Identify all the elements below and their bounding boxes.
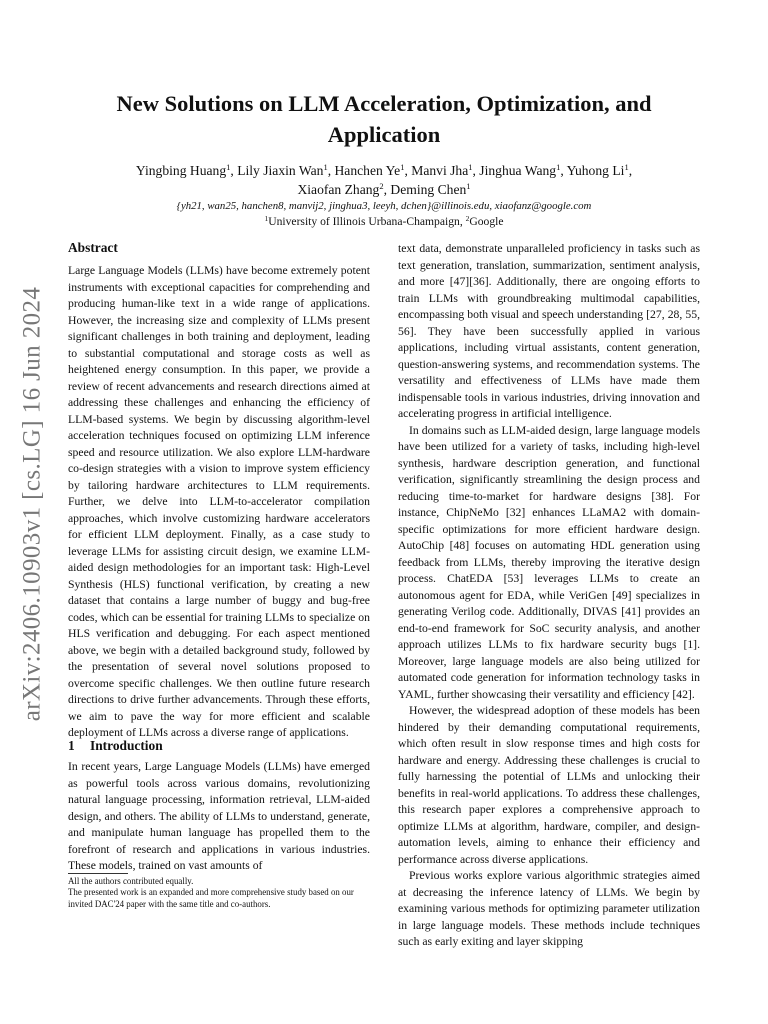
abstract-text: Large Language Models (LLMs) have become extremely potent instruments with exceptional capacities for comprehending and producing human-like text in a wide range of applications. However, the increasing size and complexity of LLMs present significant challenges in both training and deployment, leading to substantial computational and storage costs as well as heightened energy consumption. In this paper, we provide a review of recent advancements and research directions aimed at addressing these challenges and enhancing the efficiency of LLM-based systems. We begin by discussing algorithm-level acceleration techniques focused on optimizing LLM inference speed and resource utilization. We also explore LLM-hardware co-design strategies with a vision to improve system efficiency by tailoring hardware architectures to LLM requirements. Further, we delve into LLM-to-accelerator compilation approaches, which involve customizing hardware accelerators for efficient LLM deployment. Finally, as a case study to leverage LLMs for assisting circuit design, we examine LLM-aided design methodologies for an important task: High-Level Synthesis (HLS) functional verification, by creating a new dataset that contains a large number of buggy and bug-free codes, which can be essential for training LLMs to specialize on HLS verification and debugging. For each aspect mentioned above, we begin with a detailed background study, followed by the presentation of several novel solutions proposed to overcome specific challenges. We then outline future research directions to drive further advancements. Through these efforts, we aim to pave the way for more efficient and scalable deployment of LLMs across a diverse range of applications.	[68, 264, 370, 739]
abstract-heading: Abstract	[68, 240, 118, 255]
body-paragraph: Previous works explore various algorithmic strategies aimed at decreasing the inference latency of LLMs. We begin by examining various methods for optimizing parameter utilization in large language models. These methods include techniques such as early exiting and layer skipping	[398, 869, 700, 948]
affil-mark: 2	[465, 214, 470, 223]
body-paragraph: text data, demonstrate unparalleled proficiency in tasks such as text generation, translation, summarization, sentiment analysis, and more [47][36]. Additionally, there are ongoing efforts to train LLMs with groundbreaking multimodal capabilities, encompassing both visual and speech understanding [27, 28, 55, 56]. They have been successfully applied in various applications, including virtual assistants, content generation, question-answering systems, and recommendation systems. The versatility and effectiveness of LLMs have made them indispensable tools in various industries, driving innovation and accelerating progress in artificial intelligence.	[398, 242, 700, 420]
footnote-rule	[68, 873, 128, 874]
author-affil-mark: 2	[379, 181, 384, 191]
author-name: Deming Chen	[390, 182, 467, 197]
author-affil-mark: 1	[323, 162, 328, 172]
author-name: Hanchen Ye	[334, 163, 401, 178]
author-name: Yuhong Li	[566, 163, 625, 178]
affiliations	[80, 214, 688, 229]
arxiv-stamp: arXiv:2406.10903v1 [cs.LG] 16 Jun 2024	[18, 286, 46, 722]
section-title: Introduction	[90, 738, 163, 753]
author-list: Yingbing Huang$^1$, Lily Jiaxin Wan$^1$, Hanchen Ye$^1$, Manvi Jha$^1$, Jinghua Wang$^1$, Yuhong Li$^1$, Xiaofan Zhang$^2$, Deming Chen$^1$	[135, 162, 633, 197]
author-affil-mark: 1	[226, 162, 231, 172]
author-affil-mark: 1	[624, 162, 629, 172]
author-name: Manvi Jha	[411, 163, 469, 178]
footnote: All the authors contributed equally.	[68, 876, 194, 886]
author-name: Yingbing Huang	[135, 163, 227, 178]
affiliation-1: University of Illinois Urbana-Champaign,	[268, 215, 466, 228]
author-name: Lily Jiaxin Wan	[237, 163, 324, 178]
author-name: Xiaofan Zhang	[297, 182, 380, 197]
author-affil-mark: 1	[400, 162, 405, 172]
footnotes	[68, 876, 370, 910]
body-paragraph: In recent years, Large Language Models (LLMs) have emerged as powerful tools across various domains, revolutionizing natural language processing, information retrieval, LLM-aided design, and others. The ability of LLMs to understand, generate, and manipulate human language has propelled them to the forefront of research and applications in various industries. These models, trained on vast amounts of	[68, 760, 370, 872]
affil-mark: 1	[264, 214, 269, 223]
arxiv-stamp-container	[12, 274, 52, 734]
author-affil-mark: 1	[556, 162, 561, 172]
author-affil-mark: 1	[466, 181, 471, 191]
footnote: The presented work is an expanded and more comprehensive study based on our invited DAC'24 paper with the same title and co-authors.	[68, 887, 354, 909]
section-heading	[68, 737, 370, 755]
affiliation-2: Google	[469, 215, 504, 228]
section-number: 1	[68, 738, 75, 753]
author-affil-mark: 1	[468, 162, 473, 172]
author-emails: {yh21, wan25, hanchen8, manvij2, jinghua3, leeyh, dchen}@illinois.edu, xiaofanz@google.com	[176, 200, 592, 212]
paper-title: New Solutions on LLM Acceleration, Optimization, and Application	[116, 91, 652, 147]
right-column	[398, 241, 700, 951]
abstract-block	[68, 239, 370, 742]
body-paragraph: In domains such as LLM-aided design, large language models have been utilized for a variety of tasks, including high-level synthesis, hardware description generation, and functional verification, significantly streamlining the design process and reducing time-to-market for hardware designs [38]. For instance, ChipNeMo [32] enhances LLaMA2 with domain-specific optimizations for more efficient hardware design. AutoChip [48] focuses on automating HDL generation using feedback from LLMs, thereby improving the iterative design process. ChatEDA [53] leverages LLMs to create an autonomous agent for EDA, while VeriGen [49] specializes in generating Verilog code. Additionally, DIVAS [41] provides an end-to-end framework for SoC security analysis, and another approach utilizes LLMs to fix hardware security bugs [1]. Moreover, large language models are also being utilized for automated code generation for information technology tasks in YAML, further showcasing their versatility and efficiency [42].	[398, 423, 700, 701]
intro-block	[68, 759, 370, 875]
author-name: Jinghua Wang	[479, 163, 557, 178]
body-paragraph: However, the widespread adoption of these models has been hindered by their demanding computational requirements, which often result in slow response times and high costs for hardware and energy. Addressing these challenges is crucial to fully harnessing the potential of LLMs and unlocking their benefits in real-world applications. To address these challenges, this research paper explores a comprehensive approach to optimize LLMs at algorithm, hardware, compiler, and design-automation levels, aiming to enhance their efficiency and performance across diverse applications.	[398, 704, 700, 866]
